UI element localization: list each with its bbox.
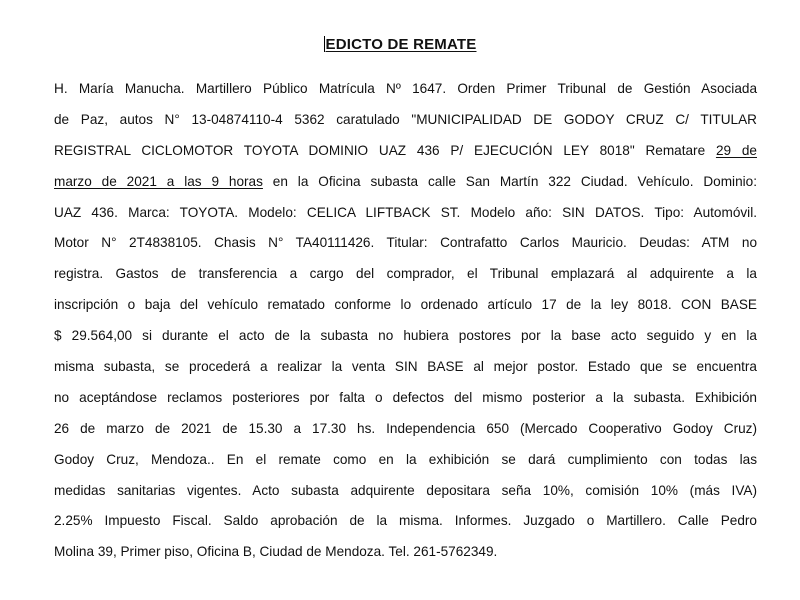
body-line: 26 de marzo de 2021 de 15.30 a 17.30 hs. Independencia 650 (Mercado Cooperativo Godoy Cruz) bbox=[54, 420, 757, 436]
body-line: medidas sanitarias vigentes. Acto subasta adquirente depositara seña 10%, comisión 10% (más IVA) bbox=[54, 482, 757, 498]
body-line: UAZ 436. Marca: TOYOTA. Modelo: CELICA LIFTBACK ST. Modelo año: SIN DATOS. Tipo: Automóvil. bbox=[54, 204, 757, 220]
document-title-text: EDICTO DE REMATE bbox=[325, 36, 477, 53]
body-line: registra. Gastos de transferencia a cargo del comprador, el Tribunal emplazará al adquirente a la bbox=[54, 266, 757, 282]
text-cursor bbox=[324, 36, 325, 52]
body-line: marzo de 2021 a las 9 horas en la Oficina subasta calle San Martín 322 Ciudad. Vehículo. Dominio: bbox=[54, 173, 757, 189]
body-line: Godoy Cruz, Mendoza.. En el remate como en la exhibición se dará cumplimiento con todas las bbox=[54, 451, 757, 467]
auction-date-underlined: marzo de 2021 a las 9 horas bbox=[54, 173, 263, 189]
body-line: no aceptándose reclamos posteriores por falta o defectos del mismo posterior a la subasta. Exhibición bbox=[54, 389, 757, 405]
body-line: H. María Manucha. Martillero Público Matrícula Nº 1647. Orden Primer Tribunal de Gestión Asociada bbox=[54, 81, 757, 96]
body-line: 2.25% Impuesto Fiscal. Saldo aprobación de la misma. Informes. Juzgado o Martillero. Calle Pedro bbox=[54, 513, 757, 529]
body-line: misma subasta, se procederá a realizar la venta SIN BASE al mejor postor. Estado que se encuentra bbox=[54, 359, 757, 375]
body-line: inscripción o baja del vehículo rematado conforme lo ordenado artículo 17 de la ley 8018. CON BASE bbox=[54, 297, 757, 313]
body-line: de Paz, autos N° 13-04874110-4 5362 caratulado "MUNICIPALIDAD DE GODOY CRUZ C/ TITULAR bbox=[54, 111, 757, 127]
body-line: REGISTRAL CICLOMOTOR TOYOTA DOMINIO UAZ 436 P/ EJECUCIÓN LEY 8018" Rematare 29 de bbox=[54, 142, 757, 158]
body-line: $ 29.564,00 si durante el acto de la subasta no hubiera postores por la base acto seguido y en la bbox=[54, 328, 757, 344]
body-line: Motor N° 2T4838105. Chasis N° TA40111426. Titular: Contrafatto Carlos Mauricio. Deudas: ATM no bbox=[54, 235, 757, 251]
body-line: Molina 39, Primer piso, Oficina B, Ciudad de Mendoza. Tel. 261-5762349. bbox=[54, 544, 498, 560]
auction-date-underlined: 29 de bbox=[715, 142, 757, 158]
document-title bbox=[0, 36, 800, 53]
document-body bbox=[54, 74, 757, 568]
